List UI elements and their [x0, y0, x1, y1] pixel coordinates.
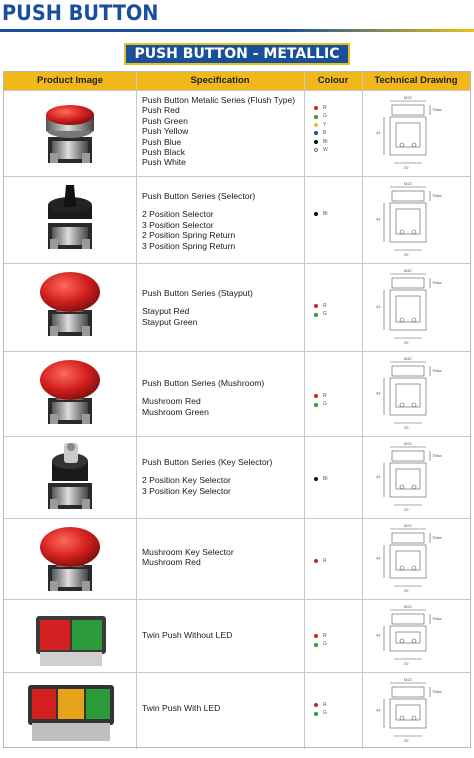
spec-title: Push Button Series (Selector) — [142, 191, 256, 201]
svg-text:29: 29 — [404, 588, 409, 593]
technical-drawing — [362, 602, 470, 676]
colour-dot-icon — [314, 304, 318, 308]
colour-option — [314, 392, 364, 400]
colour-code: G — [323, 113, 327, 120]
colour-list — [314, 392, 364, 409]
spec-item: Twin Push With LED — [142, 703, 221, 713]
svg-text:M22: M22 — [404, 181, 412, 186]
svg-text:7Max: 7Max — [432, 193, 442, 198]
product-image — [4, 439, 136, 524]
column-header-colour: Colour — [317, 75, 349, 86]
svg-text:7Max: 7Max — [432, 453, 442, 458]
colour-code: R — [323, 303, 327, 309]
colour-code: R — [323, 558, 327, 564]
specification — [142, 703, 302, 713]
svg-text:7Max: 7Max — [432, 368, 442, 373]
svg-text:7Max: 7Max — [432, 535, 442, 540]
spec-item: Push Green — [142, 115, 188, 126]
colour-code: R — [323, 633, 327, 639]
spec-item: Push White — [142, 157, 186, 168]
colour-dot-icon — [314, 403, 318, 407]
specification — [142, 191, 302, 251]
colour-code: G — [323, 710, 327, 717]
colour-dot-icon — [314, 106, 318, 110]
colour-option — [314, 210, 364, 218]
svg-text:M22: M22 — [404, 95, 412, 100]
spec-item: 2 Position Spring Return — [142, 230, 236, 241]
svg-text:43: 43 — [376, 304, 381, 309]
specification — [142, 288, 302, 327]
colour-dot-icon — [314, 634, 318, 638]
svg-text:43: 43 — [376, 555, 381, 561]
table-row — [4, 176, 470, 263]
colour-dot-icon — [314, 123, 318, 127]
colour-dot-icon — [314, 131, 318, 135]
spec-title: Push Button Series (Mushroom) — [142, 378, 265, 388]
specification — [142, 547, 302, 568]
product-image — [4, 179, 136, 264]
colour-option — [314, 701, 364, 709]
product-image — [4, 266, 136, 351]
svg-text:29: 29 — [404, 252, 409, 257]
svg-text:M22: M22 — [404, 441, 412, 446]
spec-item: Mushroom Red — [142, 396, 201, 407]
colour-code: R — [323, 393, 327, 399]
svg-text:29: 29 — [404, 425, 409, 430]
column-header-technical-drawing: Technical Drawing — [374, 75, 458, 86]
colour-list — [314, 557, 364, 565]
spacer — [142, 298, 302, 306]
product-image — [4, 675, 136, 757]
spec-item: Twin Push Without LED — [142, 630, 233, 640]
svg-text:29: 29 — [404, 507, 409, 512]
spacer — [142, 201, 302, 209]
spec-item: Stayput Red — [142, 306, 190, 317]
spec-item: 3 Position Key Selector — [142, 485, 231, 496]
spec-item: Mushroom Key Selector — [142, 547, 234, 557]
product-table — [3, 71, 471, 748]
colour-dot-icon — [314, 212, 318, 216]
product-image — [4, 521, 136, 606]
colour-dot-icon — [314, 703, 318, 707]
colour-option — [314, 475, 364, 483]
colour-list — [314, 632, 364, 649]
spec-title: Push Button Series (Key Selector) — [142, 457, 273, 467]
colour-option — [314, 146, 364, 154]
colour-code: G — [323, 641, 327, 648]
colour-option — [314, 640, 364, 648]
colour-code: R — [323, 105, 327, 111]
colour-code: W — [323, 146, 328, 153]
spec-item: Push Black — [142, 147, 185, 158]
technical-drawing — [362, 521, 470, 603]
colour-option — [314, 557, 364, 565]
spec-item: 3 Position Spring Return — [142, 240, 236, 251]
specification — [142, 457, 302, 496]
svg-text:7Max: 7Max — [432, 107, 442, 112]
colour-dot-icon — [314, 148, 318, 152]
colour-list — [314, 302, 364, 319]
table-row — [4, 436, 470, 518]
colour-option — [314, 138, 364, 146]
svg-text:7Max: 7Max — [432, 616, 442, 621]
table-row — [4, 599, 470, 672]
colour-option — [314, 104, 364, 112]
colour-option — [314, 129, 364, 137]
technical-drawing — [362, 675, 470, 753]
table-row — [4, 518, 470, 599]
specification — [142, 630, 302, 640]
table-header — [4, 72, 470, 90]
colour-code: G — [323, 401, 327, 408]
colour-code: Bl — [323, 211, 328, 217]
technical-drawing — [362, 439, 470, 522]
table-row — [4, 90, 470, 176]
technical-drawing — [362, 266, 470, 355]
svg-text:43: 43 — [376, 632, 381, 638]
page-title: PUSH BUTTON — [2, 1, 159, 25]
spec-title: Push Button Series (Stayput) — [142, 288, 253, 298]
svg-text:43: 43 — [376, 474, 381, 479]
svg-text:7Max: 7Max — [432, 280, 442, 285]
colour-code: B — [323, 130, 327, 137]
product-image — [4, 602, 136, 680]
svg-text:29: 29 — [404, 165, 409, 170]
colour-dot-icon — [314, 712, 318, 716]
colour-dot-icon — [314, 643, 318, 647]
spacer — [142, 388, 302, 396]
spec-item: Mushroom Green — [142, 406, 209, 417]
colour-list — [314, 210, 364, 218]
svg-text:29: 29 — [404, 340, 409, 345]
svg-text:Ø40: Ø40 — [404, 356, 412, 361]
spec-item: 2 Position Selector — [142, 209, 214, 220]
colour-code: R — [323, 702, 327, 708]
svg-text:7Max: 7Max — [432, 689, 442, 694]
colour-option — [314, 709, 364, 717]
table-row — [4, 672, 470, 749]
colour-code: Y — [323, 121, 327, 128]
colour-code: G — [323, 311, 327, 318]
specification — [142, 95, 302, 168]
spec-item: 2 Position Key Selector — [142, 475, 231, 486]
colour-option — [314, 632, 364, 640]
svg-text:M22: M22 — [404, 677, 412, 682]
technical-drawing — [362, 179, 470, 267]
spec-item: Stayput Green — [142, 316, 198, 327]
colour-dot-icon — [314, 559, 318, 563]
svg-text:Ø40: Ø40 — [404, 268, 412, 273]
colour-option — [314, 112, 364, 120]
colour-code: Bl — [323, 476, 328, 482]
svg-text:29: 29 — [404, 738, 409, 743]
colour-dot-icon — [314, 115, 318, 119]
svg-text:29: 29 — [404, 661, 409, 666]
colour-list — [314, 701, 364, 718]
svg-text:43: 43 — [376, 390, 381, 396]
spec-title: Push Button Metalic Series (Flush Type) — [142, 95, 296, 105]
colour-list — [314, 104, 364, 154]
title-underline — [0, 29, 474, 32]
svg-text:43: 43 — [376, 216, 381, 222]
table-row — [4, 351, 470, 436]
technical-drawing — [362, 93, 470, 180]
colour-dot-icon — [314, 394, 318, 398]
specification — [142, 378, 302, 417]
colour-dot-icon — [314, 140, 318, 144]
product-image — [4, 354, 136, 439]
colour-code: Bl — [323, 138, 328, 145]
colour-option — [314, 121, 364, 129]
svg-text:43: 43 — [376, 707, 381, 713]
column-header-product-image: Product Image — [37, 75, 103, 86]
column-header-specification: Specification — [190, 75, 250, 86]
technical-drawing — [362, 354, 470, 440]
colour-option — [314, 400, 364, 408]
colour-list — [314, 475, 364, 483]
spec-item: Mushroom Red — [142, 557, 201, 568]
colour-dot-icon — [314, 313, 318, 317]
svg-text:M22: M22 — [404, 604, 412, 609]
colour-dot-icon — [314, 477, 318, 481]
spec-item: 3 Position Selector — [142, 219, 214, 230]
table-row — [4, 263, 470, 351]
spacer — [142, 467, 302, 475]
product-image — [4, 93, 136, 178]
colour-option — [314, 302, 364, 310]
spec-item: Push Red — [142, 105, 180, 116]
spec-item: Push Blue — [142, 136, 182, 147]
colour-option — [314, 310, 364, 318]
svg-text:43: 43 — [376, 130, 381, 135]
section-banner: PUSH BUTTON - METALLIC — [124, 43, 350, 65]
svg-text:M22: M22 — [404, 523, 412, 528]
spec-item: Push Yellow — [142, 126, 189, 137]
